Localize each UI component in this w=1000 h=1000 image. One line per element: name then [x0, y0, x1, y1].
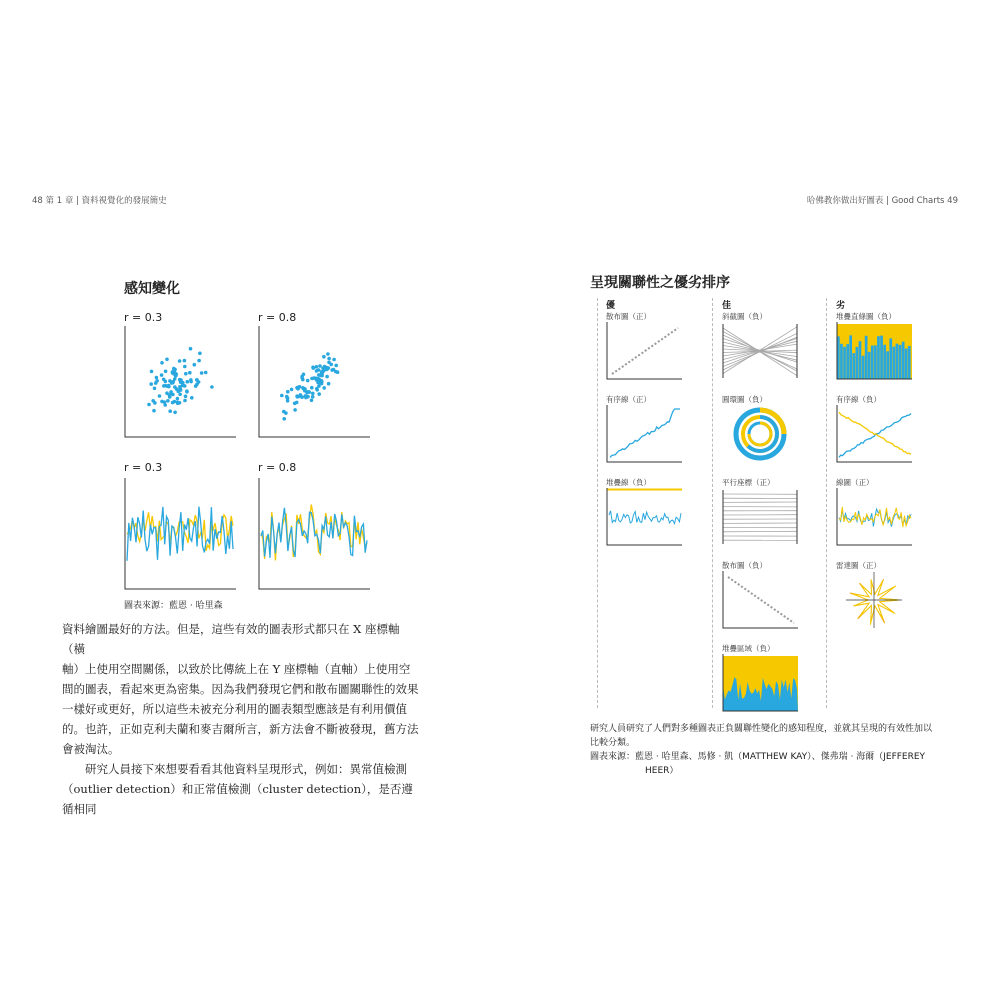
scatter-dot: [332, 368, 336, 372]
scatter-dot: [200, 371, 204, 375]
paragraph-line: 一樣好或更好，所以這些未被充分利用的圖表類型應該是有利用價值: [62, 702, 407, 716]
scatter-dot: [183, 359, 187, 363]
stacked-bar: [899, 345, 902, 379]
chart-label: 有序線（負）: [836, 395, 881, 404]
mini-stacked-area-negative: [722, 654, 798, 712]
scatter-dot: [176, 400, 180, 404]
line-high-label: r = 0.8: [258, 461, 297, 474]
scatter-dot: [178, 359, 182, 363]
scatter-low-label: r = 0.3: [124, 311, 163, 324]
stacked-bar: [865, 336, 868, 379]
mini-slope-chart-negative: [722, 322, 798, 380]
caption-line: HEER）: [645, 766, 679, 776]
chart-label: 散布圖（正）: [606, 312, 651, 321]
scatter-dot: [178, 393, 182, 397]
chart-label: 雷達圖（正）: [836, 561, 881, 570]
right-figure-caption: [590, 722, 970, 778]
stacked-bar: [886, 351, 889, 379]
scatter-dot: [197, 380, 201, 384]
scatter-dot: [310, 377, 314, 381]
scatter-dot: [193, 363, 197, 367]
column-header-good: 佳: [722, 301, 732, 311]
scatter-dot: [160, 361, 164, 365]
scatter-dot: [300, 395, 304, 399]
scatter-dot: [336, 370, 340, 374]
scatter-dot: [153, 387, 157, 391]
scatter-dot: [332, 358, 336, 362]
paragraph-line: （outlier detection）和正常值檢測（cluster detection），是否遵循相同: [62, 782, 413, 816]
scatter-dot: [282, 410, 286, 414]
scatter-dot: [183, 365, 187, 369]
column-header-best: 優: [606, 301, 616, 311]
scatter-dot: [300, 376, 304, 380]
right-page-title: 呈現關聯性之優劣排序: [590, 275, 730, 291]
scatter-dot: [318, 380, 322, 384]
scatter-dot: [297, 395, 301, 399]
scatter-dot: [320, 374, 324, 378]
scatter-dot: [298, 385, 302, 389]
scatter-dot: [190, 396, 194, 400]
mini-scatter-negative: [722, 571, 798, 629]
scatter-dot: [153, 401, 157, 405]
scatter-dot: [176, 397, 180, 401]
scatter-dot: [164, 370, 168, 374]
caption-line: 圖表來源：藍恩 ‧ 哈里森、馬修 ‧ 凱（MATTHEW KAY）、傑弗瑞 ‧ 海爾（JEFFEREY: [590, 752, 926, 762]
paragraph-line: 會被淘汰。: [62, 742, 120, 756]
chart-label: 平行座標（正）: [722, 478, 775, 487]
scatter-dot: [282, 417, 286, 421]
scatter-dot: [173, 377, 177, 381]
scatter-dot: [164, 380, 168, 384]
scatter-dot: [181, 384, 185, 388]
scatter-dot: [334, 364, 338, 368]
column-header-worst: 劣: [836, 301, 846, 311]
scatter-dot: [174, 372, 178, 376]
scatter-dot: [198, 352, 202, 356]
scatter-dot: [293, 408, 297, 412]
scatter-dot: [155, 379, 159, 383]
scatter-dot: [166, 399, 170, 403]
scatter-dot: [184, 372, 188, 376]
stacked-bar: [846, 344, 849, 379]
stacked-bar: [856, 347, 859, 379]
scatter-dot: [302, 373, 306, 377]
chart-label: 堆疊線（負）: [606, 478, 651, 487]
chart-label: 堆疊區域（負）: [722, 644, 775, 653]
chart-label: 有序線（正）: [606, 395, 651, 404]
caption-line: 比較分類。: [590, 738, 636, 748]
stacked-bar: [880, 336, 883, 379]
mini-ordered-line-negative: [836, 405, 912, 463]
scatter-plot-low-correlation: [124, 326, 236, 438]
mini-line-chart-positive: [836, 488, 912, 546]
scatter-dot: [163, 400, 167, 404]
scatter-dot: [327, 382, 331, 386]
scatter-dot: [280, 394, 284, 398]
radar-series: [852, 579, 899, 625]
scatter-dot: [293, 402, 297, 406]
scatter-dot: [188, 371, 192, 375]
scatter-dot: [204, 371, 208, 375]
scatter-dot: [184, 395, 188, 399]
scatter-dot: [183, 399, 187, 403]
radar-series: [850, 579, 899, 623]
caption-line: 研究人員研究了人們對多種圖表正負關聯性變化的感知程度，並就其呈現的有效性加以: [590, 724, 933, 734]
scatter-dot: [311, 395, 315, 399]
scatter-dot: [152, 409, 156, 413]
scatter-dot: [315, 365, 319, 369]
scatter-dot: [315, 387, 319, 391]
chart-label: 堆疊直條圖（負）: [836, 312, 896, 321]
scatter-dot: [326, 352, 330, 356]
line-chart-low-correlation: [124, 478, 236, 590]
scatter-dot: [167, 384, 171, 388]
paragraph-line: 軸）上使用空間關係，以致於比傳統上在 Y 座標軸（直軸）上使用空: [62, 662, 411, 676]
scatter-dot: [189, 378, 193, 382]
scatter-dot: [162, 384, 166, 388]
parallel-line: [723, 531, 797, 532]
scatter-dot: [149, 382, 153, 386]
mini-parallel-coordinates-positive: [722, 488, 798, 546]
scatter-dot: [210, 385, 214, 389]
scatter-dot: [173, 368, 177, 372]
scatter-dot: [320, 370, 324, 374]
scatter-dot: [185, 389, 189, 393]
mini-donut-chart-negative: [722, 405, 798, 463]
stacked-bar: [908, 346, 911, 379]
scatter-dot: [322, 386, 326, 390]
stacked-bar: [843, 347, 846, 379]
scatter-dot: [285, 395, 289, 399]
stacked-bar: [862, 356, 865, 379]
stacked-bar: [874, 345, 877, 379]
scatter-dot: [165, 391, 169, 395]
mini-stacked-line-negative: [606, 488, 682, 546]
paragraph-line: 資料繪圖最好的方法。但是，這些有效的圖表形式都只在 X 座標軸（橫: [62, 622, 400, 656]
stacked-bar: [893, 347, 896, 379]
stacked-bar: [889, 338, 892, 379]
stacked-bar: [896, 344, 899, 379]
paragraph-line: 的。也許，正如克利夫蘭和麥吉爾所言，新方法會不斷被發現，舊方法: [62, 722, 419, 736]
chart-label: 線圖（正）: [836, 478, 874, 487]
line-chart-high-correlation: [258, 478, 370, 590]
scatter-dot: [186, 380, 190, 384]
scatter-dot: [325, 375, 329, 379]
chart-label: 圓環圖（負）: [722, 395, 767, 404]
scatter-dot: [327, 357, 331, 361]
scatter-dot: [303, 389, 307, 393]
divider: [597, 298, 598, 708]
scatter-dot: [171, 381, 175, 385]
scatter-dot: [327, 361, 331, 365]
stacked-bar: [902, 342, 905, 379]
scatter-dot: [197, 359, 201, 363]
scatter-dot: [318, 364, 322, 368]
scatter-dot: [160, 373, 164, 377]
slope-line: [723, 333, 797, 370]
stacked-bar: [871, 346, 874, 379]
scatter-dot: [286, 390, 290, 394]
scatter-dot: [165, 358, 169, 362]
stacked-bar: [877, 336, 880, 379]
scatter-dot: [173, 411, 177, 415]
scatter-dot: [322, 355, 326, 359]
paragraph-line: 研究人員接下來想要看看其他資料呈現形式，例如：異常值檢測: [62, 762, 407, 776]
mini-radar-chart-positive: [836, 571, 912, 629]
stacked-bar: [840, 344, 843, 379]
mini-ordered-line-positive: [606, 405, 682, 463]
scatter-dot: [189, 347, 193, 351]
scatter-dot: [315, 369, 319, 373]
scatter-dot: [150, 370, 154, 374]
scatter-dot: [158, 394, 162, 398]
scatter-dot: [311, 366, 315, 370]
scatter-dot: [290, 388, 294, 392]
scatter-dot: [317, 392, 321, 396]
scatter-dot: [176, 389, 180, 393]
series-line: [261, 508, 367, 558]
paragraph-line: 間的圖表，看起來更為密集。因為我們發現它們和散布圖關聯性的效果: [62, 682, 419, 696]
left-running-header: 48 第 1 章 | 資料視覺化的發展簡史: [32, 196, 167, 206]
scatter-high-label: r = 0.8: [258, 311, 297, 324]
scatter-dot: [316, 377, 320, 381]
stacked-bar: [883, 345, 886, 379]
right-running-header: 哈佛教你做出好圖表 | Good Charts 49: [806, 196, 958, 206]
scatter-dot: [155, 376, 159, 380]
stacked-bar: [905, 349, 908, 380]
mini-stacked-bar-negative: [836, 322, 912, 380]
left-body-text: [62, 619, 422, 819]
scatter-dot: [304, 394, 308, 398]
chart-label: 斜截圖（負）: [722, 312, 767, 321]
left-figure-source: 圖表來源：藍恩 ‧ 哈里森: [124, 601, 223, 611]
left-page-title: 感知變化: [124, 281, 180, 297]
scatter-dot: [147, 403, 151, 407]
mini-scatter-positive: [606, 322, 682, 380]
stacked-bar: [868, 352, 871, 379]
scatter-dot: [311, 392, 315, 396]
scatter-dot: [306, 379, 310, 383]
divider: [712, 298, 713, 708]
scatter-dot: [194, 384, 198, 388]
scatter-dot: [310, 386, 314, 390]
line-low-label: r = 0.3: [124, 461, 163, 474]
chart-label: 散布圖（負）: [722, 561, 767, 570]
scatter-dot: [173, 400, 177, 404]
scatter-dot: [310, 399, 314, 403]
scatter-dot: [179, 380, 183, 384]
scatter-dot: [325, 367, 329, 371]
scatter-plot-high-correlation: [258, 326, 370, 438]
scatter-dot: [168, 409, 172, 413]
stacked-bar: [852, 353, 855, 379]
divider: [826, 298, 827, 708]
stacked-bar: [859, 341, 862, 379]
stacked-bar: [849, 335, 852, 379]
